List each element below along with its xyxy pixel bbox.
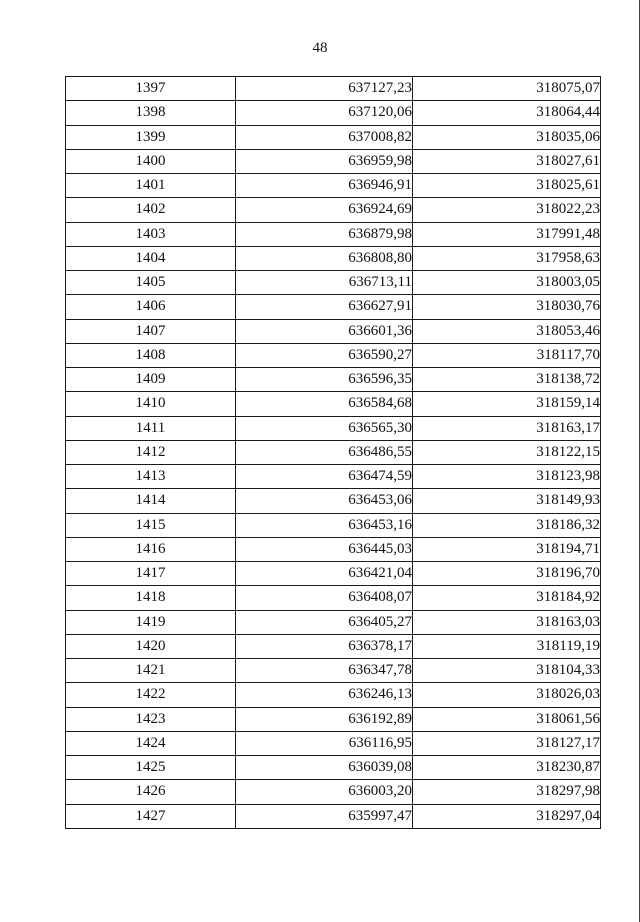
table-row <box>66 610 601 634</box>
table-row <box>66 101 601 125</box>
table-row <box>66 149 601 173</box>
x-coordinate-cell: 636590,27 <box>236 343 413 367</box>
point-number-cell: 1427 <box>66 804 236 828</box>
table-row <box>66 319 601 343</box>
point-number-cell: 1420 <box>66 634 236 658</box>
coordinates-table <box>65 76 601 829</box>
point-number-cell: 1412 <box>66 440 236 464</box>
point-number-cell: 1423 <box>66 707 236 731</box>
point-number-cell: 1405 <box>66 271 236 295</box>
point-number-cell: 1426 <box>66 780 236 804</box>
table-row <box>66 756 601 780</box>
x-coordinate-cell: 636959,98 <box>236 149 413 173</box>
table-row <box>66 368 601 392</box>
table-row <box>66 198 601 222</box>
x-coordinate-cell: 636808,80 <box>236 246 413 270</box>
table-row <box>66 513 601 537</box>
point-number-cell: 1402 <box>66 198 236 222</box>
table-row <box>66 125 601 149</box>
y-coordinate-cell: 318297,98 <box>413 780 601 804</box>
x-coordinate-cell: 636584,68 <box>236 392 413 416</box>
table-row <box>66 489 601 513</box>
x-coordinate-cell: 636003,20 <box>236 780 413 804</box>
point-number-cell: 1416 <box>66 537 236 561</box>
y-coordinate-cell: 318064,44 <box>413 101 601 125</box>
point-number-cell: 1404 <box>66 246 236 270</box>
table-row <box>66 731 601 755</box>
point-number-cell: 1400 <box>66 149 236 173</box>
y-coordinate-cell: 318159,14 <box>413 392 601 416</box>
point-number-cell: 1415 <box>66 513 236 537</box>
x-coordinate-cell: 636486,55 <box>236 440 413 464</box>
y-coordinate-cell: 318030,76 <box>413 295 601 319</box>
x-coordinate-cell: 636445,03 <box>236 537 413 561</box>
point-number-cell: 1398 <box>66 101 236 125</box>
y-coordinate-cell: 318138,72 <box>413 368 601 392</box>
x-coordinate-cell: 636347,78 <box>236 659 413 683</box>
point-number-cell: 1418 <box>66 586 236 610</box>
point-number-cell: 1424 <box>66 731 236 755</box>
x-coordinate-cell: 636378,17 <box>236 634 413 658</box>
y-coordinate-cell: 317958,63 <box>413 246 601 270</box>
point-number-cell: 1413 <box>66 465 236 489</box>
x-coordinate-cell: 636405,27 <box>236 610 413 634</box>
y-coordinate-cell: 318184,92 <box>413 586 601 610</box>
point-number-cell: 1403 <box>66 222 236 246</box>
x-coordinate-cell: 637008,82 <box>236 125 413 149</box>
point-number-cell: 1408 <box>66 343 236 367</box>
point-number-cell: 1407 <box>66 319 236 343</box>
x-coordinate-cell: 636879,98 <box>236 222 413 246</box>
y-coordinate-cell: 318163,03 <box>413 610 601 634</box>
point-number-cell: 1410 <box>66 392 236 416</box>
y-coordinate-cell: 318022,23 <box>413 198 601 222</box>
point-number-cell: 1409 <box>66 368 236 392</box>
x-coordinate-cell: 636924,69 <box>236 198 413 222</box>
x-coordinate-cell: 636116,95 <box>236 731 413 755</box>
y-coordinate-cell: 318025,61 <box>413 174 601 198</box>
y-coordinate-cell: 318230,87 <box>413 756 601 780</box>
point-number-cell: 1419 <box>66 610 236 634</box>
x-coordinate-cell: 636627,91 <box>236 295 413 319</box>
table-row <box>66 343 601 367</box>
point-number-cell: 1411 <box>66 416 236 440</box>
table-row <box>66 804 601 828</box>
y-coordinate-cell: 318186,32 <box>413 513 601 537</box>
x-coordinate-cell: 636421,04 <box>236 562 413 586</box>
point-number-cell: 1414 <box>66 489 236 513</box>
point-number-cell: 1406 <box>66 295 236 319</box>
y-coordinate-cell: 318026,03 <box>413 683 601 707</box>
y-coordinate-cell: 318035,06 <box>413 125 601 149</box>
x-coordinate-cell: 636474,59 <box>236 465 413 489</box>
table-row <box>66 780 601 804</box>
point-number-cell: 1422 <box>66 683 236 707</box>
x-coordinate-cell: 636565,30 <box>236 416 413 440</box>
x-coordinate-cell: 637127,23 <box>236 77 413 101</box>
table-row <box>66 416 601 440</box>
x-coordinate-cell: 637120,06 <box>236 101 413 125</box>
y-coordinate-cell: 318075,07 <box>413 77 601 101</box>
point-number-cell: 1401 <box>66 174 236 198</box>
x-coordinate-cell: 636408,07 <box>236 586 413 610</box>
y-coordinate-cell: 318122,15 <box>413 440 601 464</box>
x-coordinate-cell: 636453,16 <box>236 513 413 537</box>
table-row <box>66 586 601 610</box>
y-coordinate-cell: 317991,48 <box>413 222 601 246</box>
x-coordinate-cell: 636246,13 <box>236 683 413 707</box>
y-coordinate-cell: 318119,19 <box>413 634 601 658</box>
y-coordinate-cell: 318027,61 <box>413 149 601 173</box>
y-coordinate-cell: 318194,71 <box>413 537 601 561</box>
x-coordinate-cell: 636192,89 <box>236 707 413 731</box>
y-coordinate-cell: 318053,46 <box>413 319 601 343</box>
x-coordinate-cell: 636601,36 <box>236 319 413 343</box>
y-coordinate-cell: 318149,93 <box>413 489 601 513</box>
table-row <box>66 77 601 101</box>
table-row <box>66 537 601 561</box>
table-row <box>66 465 601 489</box>
y-coordinate-cell: 318127,17 <box>413 731 601 755</box>
table-row <box>66 271 601 295</box>
y-coordinate-cell: 318003,05 <box>413 271 601 295</box>
table-row <box>66 174 601 198</box>
point-number-cell: 1417 <box>66 562 236 586</box>
x-coordinate-cell: 636453,06 <box>236 489 413 513</box>
coordinates-table-body <box>66 77 601 829</box>
y-coordinate-cell: 318163,17 <box>413 416 601 440</box>
x-coordinate-cell: 636713,11 <box>236 271 413 295</box>
point-number-cell: 1397 <box>66 77 236 101</box>
table-row <box>66 295 601 319</box>
table-row <box>66 440 601 464</box>
table-row <box>66 659 601 683</box>
table-row <box>66 222 601 246</box>
y-coordinate-cell: 318104,33 <box>413 659 601 683</box>
x-coordinate-cell: 635997,47 <box>236 804 413 828</box>
table-row <box>66 246 601 270</box>
table-row <box>66 634 601 658</box>
y-coordinate-cell: 318061,56 <box>413 707 601 731</box>
y-coordinate-cell: 318117,70 <box>413 343 601 367</box>
y-coordinate-cell: 318123,98 <box>413 465 601 489</box>
y-coordinate-cell: 318196,70 <box>413 562 601 586</box>
table-row <box>66 707 601 731</box>
point-number-cell: 1425 <box>66 756 236 780</box>
x-coordinate-cell: 636039,08 <box>236 756 413 780</box>
x-coordinate-cell: 636596,35 <box>236 368 413 392</box>
point-number-cell: 1399 <box>66 125 236 149</box>
x-coordinate-cell: 636946,91 <box>236 174 413 198</box>
table-row <box>66 562 601 586</box>
y-coordinate-cell: 318297,04 <box>413 804 601 828</box>
point-number-cell: 1421 <box>66 659 236 683</box>
table-row <box>66 683 601 707</box>
page-number: 48 <box>312 40 328 56</box>
table-row <box>66 392 601 416</box>
